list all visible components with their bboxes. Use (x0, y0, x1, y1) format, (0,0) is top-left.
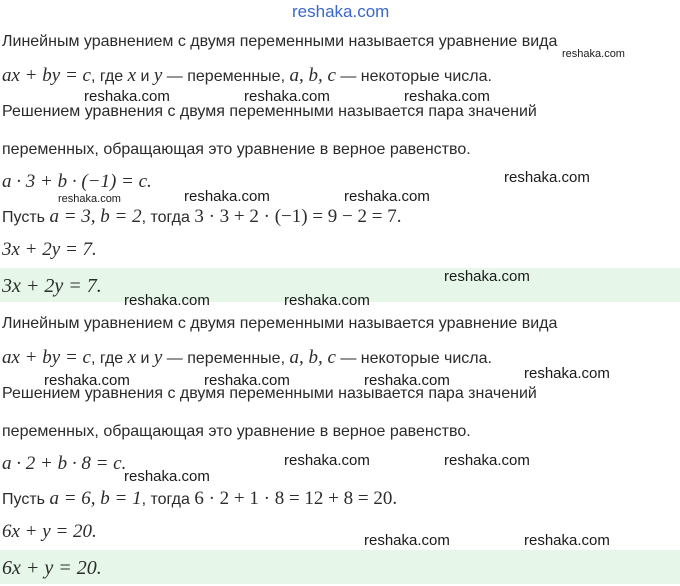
definition-line-3: переменных, обращающая это уравнение в верное равенство. (2, 423, 471, 440)
watermark: reshaka.com (184, 188, 270, 205)
watermark: reshaka.com (444, 268, 530, 285)
watermark: reshaka.com (444, 452, 530, 469)
watermark: reshaka.com (284, 292, 370, 309)
definition-line-2: Решением уравнения с двумя переменными называется пара значений (2, 103, 537, 120)
result-line: 6x + y = 20. (2, 521, 97, 542)
watermark: reshaka.com (204, 372, 290, 389)
watermark-top: reshaka.com (292, 2, 390, 21)
watermark: reshaka.com (58, 193, 121, 205)
definition-line-2: Решением уравнения с двумя переменными называется пара значений (2, 385, 537, 402)
watermark: reshaka.com (562, 48, 625, 60)
watermark: reshaka.com (504, 169, 590, 186)
definition-line-1: Линейным уравнением с двумя переменными называется уравнение вида (2, 33, 558, 50)
watermark: reshaka.com (404, 88, 490, 105)
let-line: Пусть a = 3, b = 2, тогда 3 · 3 + 2 · (−1) = 9 − 2 = 7. (2, 206, 402, 227)
watermark: reshaka.com (124, 292, 210, 309)
eq-form: ax + by = c (2, 65, 91, 86)
let-line: Пусть a = 6, b = 1, тогда 6 · 2 + 1 · 8 = 12 + 8 = 20. (2, 488, 398, 509)
watermark: reshaka.com (124, 468, 210, 485)
eq-form: ax + by = c (2, 347, 91, 368)
watermark: reshaka.com (284, 452, 370, 469)
equation-line: a · 2 + b · 8 = c. (2, 453, 127, 474)
watermark: reshaka.com (244, 88, 330, 105)
result-line: 3x + 2y = 7. (2, 239, 97, 260)
equation-form-line-1: ax + by = c, где x и y — переменные, a, b, c — некоторые числа. (2, 65, 492, 86)
definition-line-3: переменных, обращающая это уравнение в верное равенство. (2, 141, 471, 158)
watermark: reshaka.com (344, 188, 430, 205)
equation-line: a · 3 + b · (−1) = c. (2, 171, 152, 192)
watermark: reshaka.com (524, 532, 610, 549)
watermark: reshaka.com (84, 88, 170, 105)
definition-line-1: Линейным уравнением с двумя переменными называется уравнение вида (2, 315, 558, 332)
watermark: reshaka.com (364, 372, 450, 389)
watermark: reshaka.com (364, 532, 450, 549)
answer-line: 6x + y = 20. (2, 557, 102, 579)
watermark: reshaka.com (524, 365, 610, 382)
equation-form-line-2: ax + by = c, где x и y — переменные, a, b, c — некоторые числа. (2, 347, 492, 368)
answer-line: 3x + 2y = 7. (2, 275, 102, 297)
watermark: reshaka.com (44, 372, 130, 389)
answer-highlight-2 (0, 550, 680, 584)
